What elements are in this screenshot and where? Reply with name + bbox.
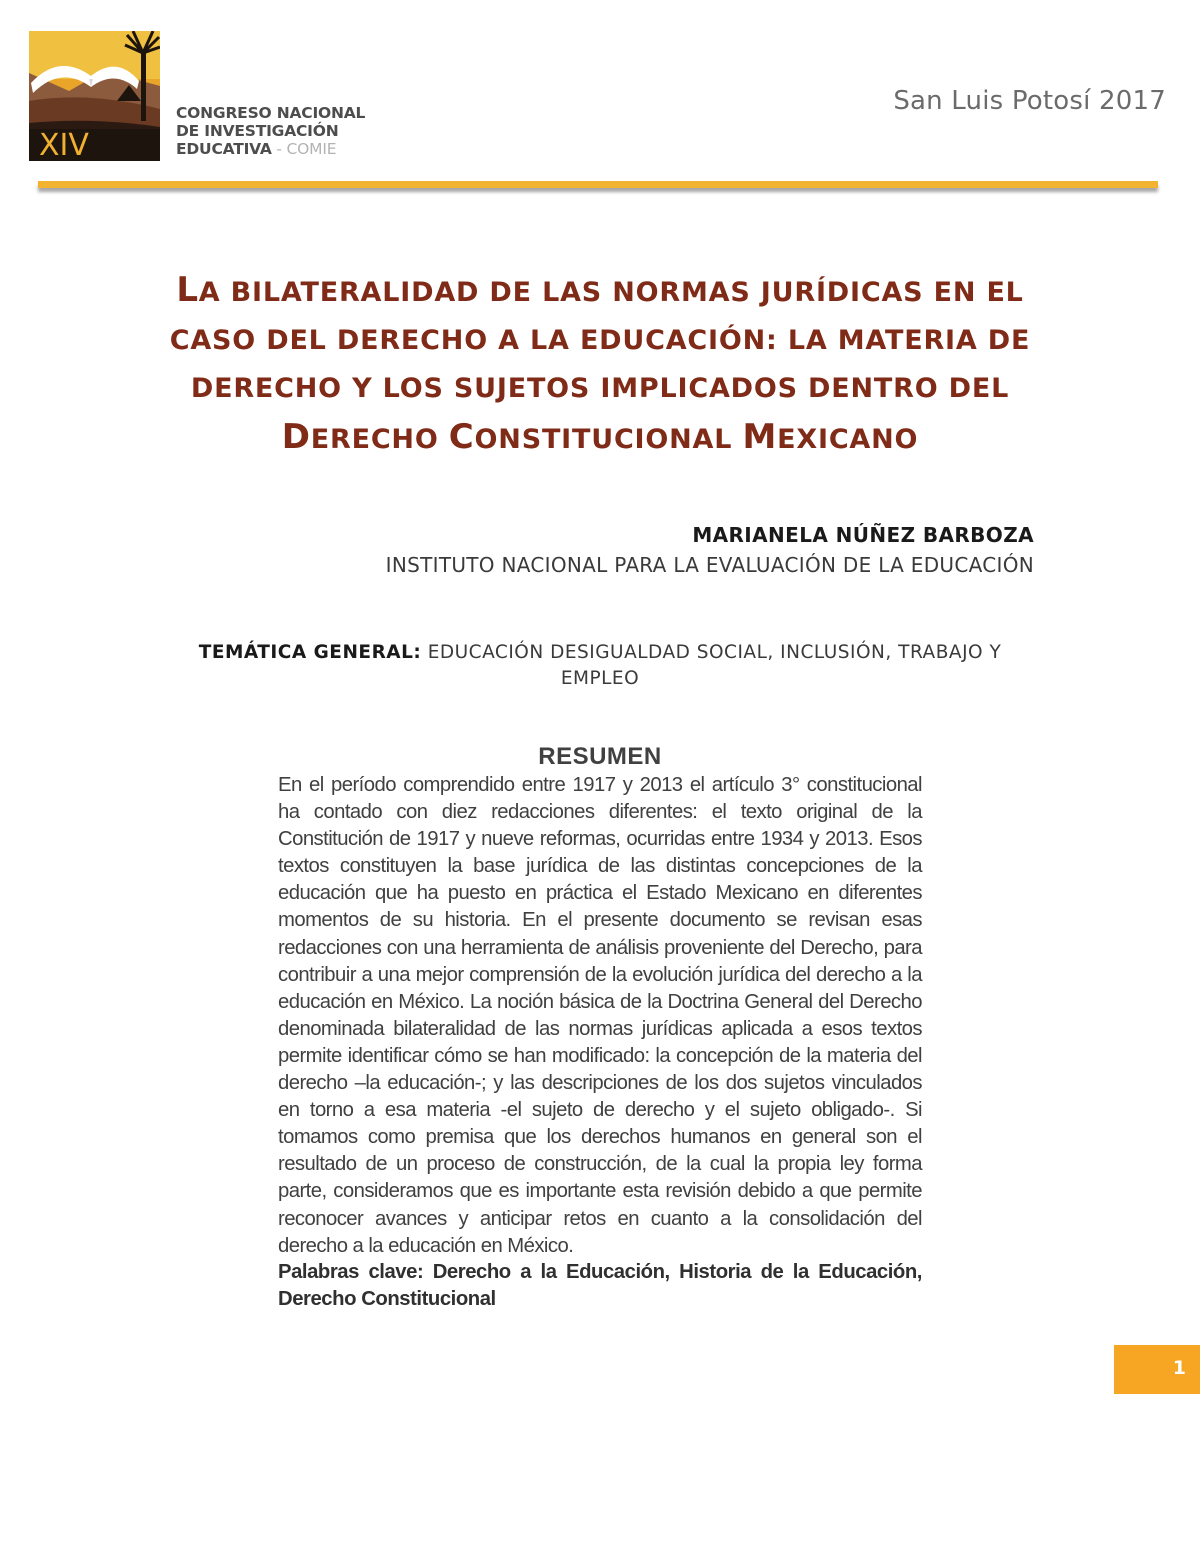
title-word: ERECHO bbox=[310, 424, 439, 455]
thematic-value: EDUCACIÓN DESIGUALDAD SOCIAL, INCLUSIÓN, TRABAJO Y EMPLEO bbox=[427, 642, 1002, 689]
logo-line-1: CONGRESO NACIONAL bbox=[176, 104, 366, 122]
logo-wordmark bbox=[176, 104, 365, 158]
page-number: 1 bbox=[1172, 1357, 1186, 1379]
title-initial: M bbox=[742, 417, 778, 457]
abstract-body: En el período comprendido entre 1917 y 2013 el artículo 3° constitucional ha contado con diez redacciones diferentes: el texto original de la Constitución de 1917 y nueve reformas, ocurridas entre 1934 y 2013. Esos textos constituyen la base jurídica de las distintas concepciones de la educación que ha puesto en práctica el Estado Mexicano en diferentes momentos de su historia. En el presente documento se revisan esas redacciones con una herramienta de análisis proveniente del Derecho, para contribuir a una mejor comprensión de la evolución jurídica del derecho a la educación en México. La noción básica de la Doctrina General del Derecho denominada bilateralidad de las normas jurídicas aplicada a esos textos permite identificar cómo se han modificado: la concepción de la materia del derecho –la educación-; y las descripciones de los dos sujetos vinculados en torno a esa materia -el sujeto de derecho y el sujeto obligado-. Si tomamos como premisa que los derechos humanos en general son el resultado de un proceso de construcción, de la cual la propia ley forma parte, consideramos que es importante esta revisión debido a que permite reconocer avances y anticipar retos en cuanto a la consolidación del derecho a la educación en México. bbox=[278, 774, 922, 1257]
logo-line-3 bbox=[176, 140, 365, 158]
logo-line-2: DE INVESTIGACIÓN bbox=[176, 122, 339, 140]
page-number-badge bbox=[1114, 1345, 1200, 1394]
author-name: MARIANELA NÚÑEZ BARBOZA bbox=[692, 523, 1034, 547]
abstract-keywords: Palabras clave: Derecho a la Educación, Historia de la Educación, Derecho Constitucional bbox=[278, 1261, 922, 1311]
logo-numeral: XIV bbox=[39, 128, 89, 161]
title-initial: C bbox=[448, 417, 475, 457]
header-city-year: San Luis Potosí 2017 bbox=[893, 86, 1166, 116]
title-line-4 bbox=[120, 413, 1080, 464]
abstract-heading: RESUMEN bbox=[538, 743, 662, 770]
paper-title bbox=[120, 266, 1080, 464]
title-line-2: CASO DEL DERECHO A LA EDUCACIÓN: LA MATERIA DE bbox=[169, 325, 1031, 356]
congress-logo bbox=[29, 31, 160, 161]
logo-line-3-main: EDUCATIVA bbox=[176, 140, 272, 158]
title-line-1 bbox=[120, 266, 1080, 317]
logo-emblem-icon bbox=[29, 31, 160, 161]
title-word: ONSTITUCIONAL bbox=[474, 424, 733, 455]
title-line-1-text: A BILATERALIDAD DE LAS NORMAS JURÍDICAS EN EL bbox=[198, 277, 1024, 308]
thematic-line bbox=[170, 640, 1030, 692]
author-institution: INSTITUTO NACIONAL PARA LA EVALUACIÓN DE LA EDUCACIÓN bbox=[385, 553, 1034, 577]
thematic-label: TEMÁTICA GENERAL: bbox=[198, 642, 422, 663]
title-initial: L bbox=[176, 270, 199, 310]
title-line-3: DERECHO Y LOS SUJETOS IMPLICADOS DENTRO DEL bbox=[190, 373, 1010, 404]
header-divider bbox=[38, 181, 1158, 188]
logo-line-3-suffix: - COMIE bbox=[271, 140, 337, 158]
title-word: EXICANO bbox=[777, 424, 919, 455]
title-initial: D bbox=[281, 417, 311, 457]
